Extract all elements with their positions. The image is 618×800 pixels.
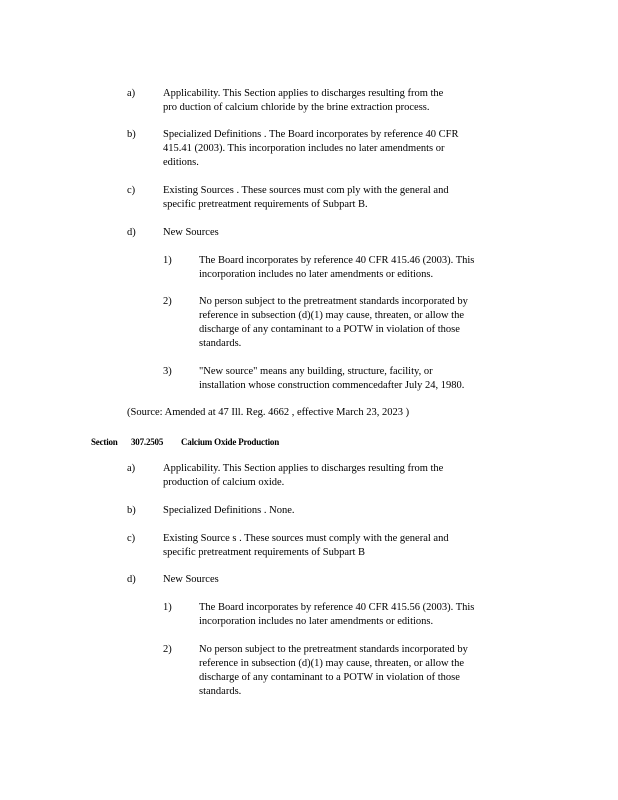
subitem-1-line-1: The Board incorporates by reference 40 CFR 415.56 (2003). This	[199, 602, 475, 613]
subitem-label-2: 2)	[163, 644, 172, 655]
subitem-1-line-2: incorporation includes no later amendments or editions.	[199, 616, 434, 627]
subitem-label-1: 1)	[163, 602, 172, 613]
item-b-line-2: 415.41 (2003). This incorporation includes no later amendments or	[163, 143, 445, 154]
item-c-line-2: specific pretreatment requirements of Subpart B.	[163, 199, 368, 210]
subitem-2-line-4: standards.	[199, 338, 242, 349]
subitem-2-line-2: reference in subsection (d)(1) may cause, threaten, or allow the	[199, 658, 465, 669]
subitem-3-line-2: installation whose construction commencedafter July 24, 1980.	[199, 380, 465, 391]
source-note: (Source: Amended at 47 Ill. Reg. 4662 , effective March 23, 2023 )	[127, 407, 410, 418]
subitem-label-3: 3)	[163, 366, 172, 377]
item-a-line-2: pro duction of calcium chloride by the brine extraction process.	[163, 102, 430, 113]
item-label-b: b)	[127, 505, 136, 516]
item-b-line-1: Specialized Definitions . The Board incorporates by reference 40 CFR	[163, 129, 459, 140]
subitem-2-line-3: discharge of any contaminant to a POTW in violation of those	[199, 324, 460, 335]
subitem-label-2: 2)	[163, 296, 172, 307]
item-d-line-1: New Sources	[163, 227, 219, 238]
item-label-c: c)	[127, 185, 136, 196]
item-label-d: d)	[127, 227, 136, 238]
item-label-c: c)	[127, 533, 136, 544]
item-a-line-1: Applicability. This Section applies to discharges resulting from the	[163, 88, 444, 99]
item-label-a: a)	[127, 463, 136, 474]
item-c-line-2: specific pretreatment requirements of Subpart B	[163, 547, 366, 558]
subitem-1-line-2: incorporation includes no later amendments or editions.	[199, 269, 434, 280]
item-label-d: d)	[127, 574, 136, 585]
item-label-a: a)	[127, 88, 136, 99]
subitem-2-line-2: reference in subsection (d)(1) may cause, threaten, or allow the	[199, 310, 465, 321]
item-b-line-3: editions.	[163, 157, 199, 168]
subitem-2-line-4: standards.	[199, 686, 242, 697]
subitem-1-line-1: The Board incorporates by reference 40 CFR 415.46 (2003). This	[199, 255, 475, 266]
item-a-line-2: production of calcium oxide.	[163, 477, 285, 488]
subitem-2-line-1: No person subject to the pretreatment standards incorporated by	[199, 644, 468, 655]
item-a-line-1: Applicability. This Section applies to discharges resulting from the	[163, 463, 444, 474]
subitem-2-line-3: discharge of any contaminant to a POTW in violation of those	[199, 672, 460, 683]
subitem-2-line-1: No person subject to the pretreatment standards incorporated by	[199, 296, 468, 307]
section-number: 307.2505	[131, 437, 164, 447]
subitem-label-1: 1)	[163, 255, 172, 266]
subitem-3-line-1: "New source" means any building, structure, facility, or	[199, 366, 433, 377]
item-c-line-1: Existing Sources . These sources must com ply with the general and	[163, 185, 449, 196]
item-d-line-1: New Sources	[163, 574, 219, 585]
item-label-b: b)	[127, 129, 136, 140]
section-label: Section	[91, 437, 118, 447]
item-c-line-1: Existing Source s . These sources must comply with the general and	[163, 533, 449, 544]
item-b-line-1: Specialized Definitions . None.	[163, 505, 295, 516]
section-title: Calcium Oxide Production	[181, 437, 280, 447]
